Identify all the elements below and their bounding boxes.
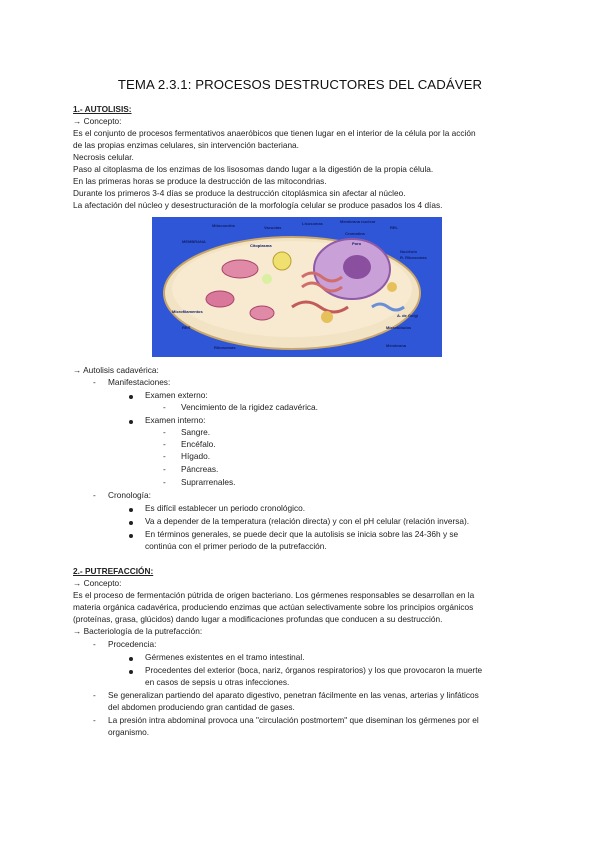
- figure-label: R. Ribosomas: [400, 255, 427, 260]
- figure-label: Lisosomas: [302, 221, 323, 226]
- paragraph-line: Es el proceso de fermentación pútrida de origen bacteriano. Los gérmenes responsables se desarrollan en la: [73, 590, 475, 600]
- paragraph-line: Paso al citoplasma de los enzimas de los lisosomas dando lugar a la digestión de la propia célula.: [73, 164, 434, 174]
- subsection-label: → Autolisis cadavérica:: [73, 365, 159, 375]
- list-item: En términos generales, se puede decir que la autolisis se inicia sobre las 24-36h y se: [145, 529, 459, 539]
- section-heading-putrefaccion: 2.- PUTREFACCIÓN:: [73, 566, 154, 576]
- list-item: Procedentes del exterior (boca, nariz, órganos respiratorios) y los que provocaron la muerte: [145, 665, 483, 675]
- bullet-marker: [129, 657, 133, 661]
- section-heading-autolisis: 1.- AUTOLISIS:: [73, 104, 132, 114]
- dash-marker: -: [93, 715, 96, 725]
- figure-label: Vacuolas: [264, 225, 282, 230]
- cell-diagram-image: [152, 217, 442, 357]
- list-item-continuation: en casos de sepsis u otras infecciones.: [145, 677, 290, 687]
- paragraph-line: Necrosis celular.: [73, 152, 134, 162]
- dash-marker: -: [163, 451, 166, 461]
- figure-label: REL: [390, 225, 398, 230]
- list-item: Sangre.: [181, 427, 211, 437]
- paragraph-line: Es el conjunto de procesos fermentativos anaeróbicos que tienen lugar en el interior de la célula por la acción: [73, 128, 476, 138]
- figure-label: Membrana: [386, 343, 407, 348]
- dash-marker: -: [93, 639, 96, 649]
- list-item: Vencimiento de la rigidez cadavérica.: [181, 402, 318, 412]
- figure-label: Mitocondria: [212, 223, 235, 228]
- list-item: Manifestaciones:: [108, 377, 171, 387]
- list-item: Va a depender de la temperatura (relación directa) y con el pH celular (relación inversa).: [145, 516, 470, 526]
- figure-label: Cromatina: [345, 231, 365, 236]
- paragraph-line: de las propias enzimas celulares, sin intervención bacteriana.: [73, 140, 299, 150]
- paragraph-line: En las primeras horas se produce la destrucción de las mitocondrias.: [73, 176, 327, 186]
- dash-marker: -: [163, 439, 166, 449]
- list-item: Examen interno:: [145, 415, 206, 425]
- list-item-continuation: del abdomen produciendo gran cantidad de gases.: [108, 702, 295, 712]
- figure-label: RER: [182, 325, 191, 330]
- figure-label: Membrana nuclear: [340, 219, 376, 224]
- dash-marker: -: [163, 427, 166, 437]
- figure-label: Microtúbulos: [386, 325, 412, 330]
- dash-marker: -: [163, 464, 166, 474]
- dash-marker: -: [163, 402, 166, 412]
- list-item: Páncreas.: [181, 464, 219, 474]
- dash-marker: -: [93, 377, 96, 387]
- dash-marker: -: [163, 477, 166, 487]
- list-item: Encéfalo.: [181, 439, 216, 449]
- dash-marker: -: [93, 490, 96, 500]
- figure-label: MEMBRANA: [182, 239, 206, 244]
- list-item: La presión intra abdominal provoca una "circulación postmortem" que diseminan los gérmenes por el: [108, 715, 479, 725]
- list-item: Es difícil establecer un periodo cronológico.: [145, 503, 306, 513]
- list-item: Gérmenes existentes en el tramo intestinal.: [145, 652, 305, 662]
- figure-label: Poro: [352, 241, 362, 246]
- figure-label: A. de Golgi: [397, 313, 419, 318]
- list-item: Procedencia:: [108, 639, 157, 649]
- list-item-continuation: organismo.: [108, 727, 150, 737]
- list-item: Hígado.: [181, 451, 211, 461]
- paragraph-line: La afectación del núcleo y desestructuración de la morfología celular se produce pasados los 4 días.: [73, 200, 443, 210]
- figure-label: Nucléolo: [400, 249, 417, 254]
- bullet-marker: [129, 508, 133, 512]
- subsection-label: → Bacteriología de la putrefacción:: [73, 626, 203, 636]
- concept-label: → Concepto:: [73, 578, 122, 588]
- bullet-marker: [129, 534, 133, 538]
- page-title: TEMA 2.3.1: PROCESOS DESTRUCTORES DEL CADÁVER: [117, 77, 483, 92]
- list-item: Se generalizan partiendo del aparato digestivo, penetran fácilmente en las venas, arterias y linfáticos: [108, 690, 479, 700]
- bullet-marker: [129, 670, 133, 674]
- list-item: Suprarrenales.: [181, 477, 236, 487]
- dash-marker: -: [93, 690, 96, 700]
- figure-label: Citoplasma: [250, 243, 272, 248]
- paragraph-line: (proteínas, grasa, glúcidos) dando lugar a modificaciones profundas que conducen a su destrucción.: [73, 614, 443, 624]
- bullet-marker: [129, 395, 133, 399]
- figure-label: Microfilamentos: [172, 309, 203, 314]
- bullet-marker: [129, 521, 133, 525]
- paragraph-line: materia orgánica cadavérica, produciendo enzimas que actúan selectivamente sobre los principios orgánicos: [73, 602, 474, 612]
- list-item: Examen externo:: [145, 390, 208, 400]
- list-item-continuation: continúa con el primer periodo de la putrefacción.: [145, 541, 327, 551]
- figure-label: Ribosomas: [214, 345, 236, 350]
- concept-label: → Concepto:: [73, 116, 122, 126]
- paragraph-line: Durante los primeros 3-4 días se produce la destrucción citoplásmica sin afectar al núcleo.: [73, 188, 406, 198]
- list-item: Cronología:: [108, 490, 151, 500]
- bullet-marker: [129, 420, 133, 424]
